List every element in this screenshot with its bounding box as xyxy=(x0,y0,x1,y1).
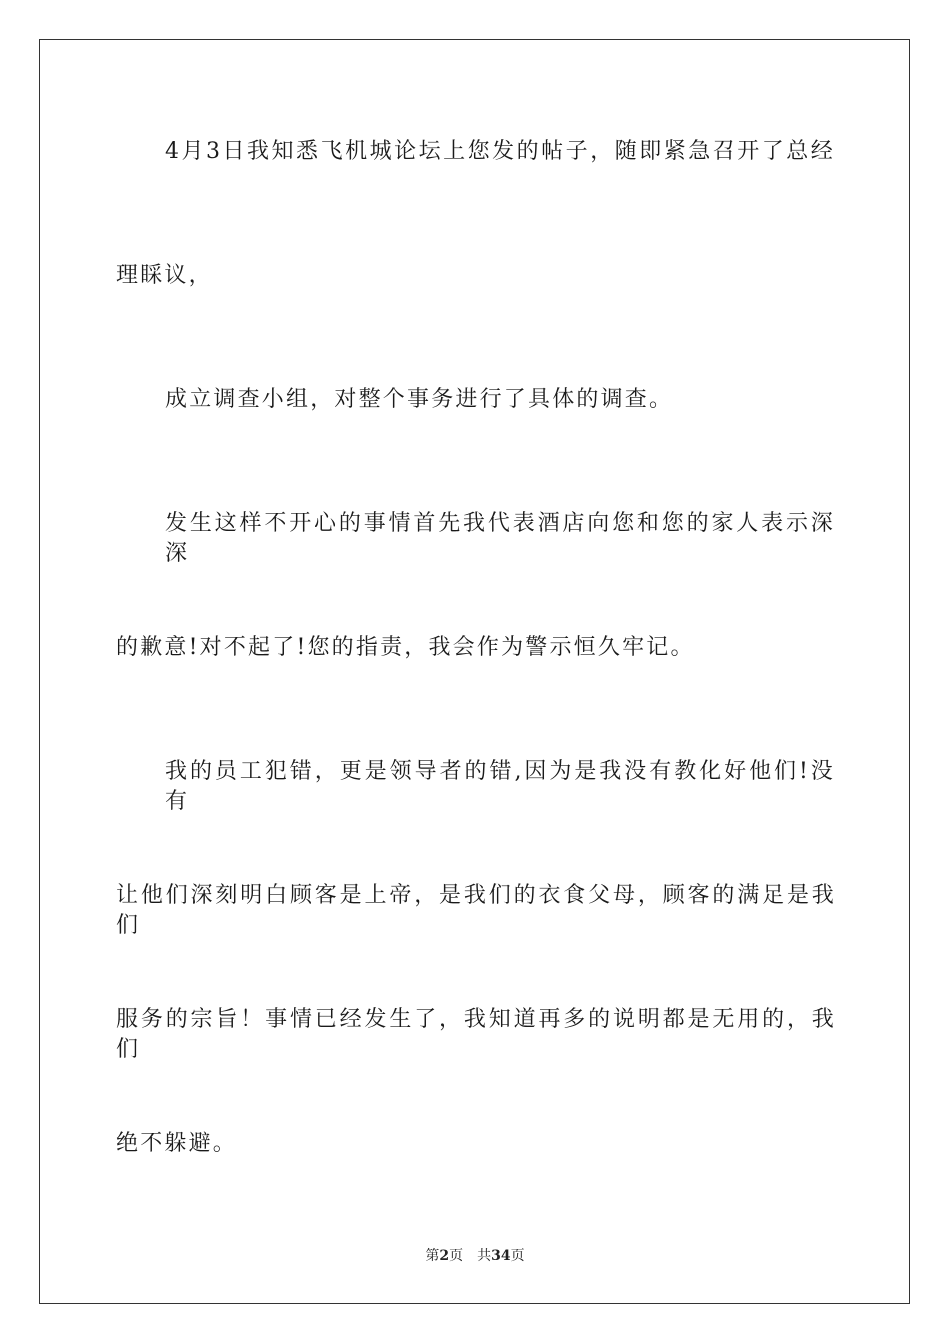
footer-total-pages: 34 xyxy=(491,1248,511,1264)
footer-page-prefix: 第 xyxy=(425,1248,440,1264)
paragraph-1-line-1: 4月3日我知悉飞机城论坛上您发的帖子，随即紧急召开了总经 xyxy=(165,139,835,164)
paragraph-4-line-1: 我的员工犯错，更是领导者的错,因为是我没有教化好他们!没有 xyxy=(165,759,835,814)
footer-page-number: 2 xyxy=(439,1248,450,1264)
footer-page-suffix: 页 xyxy=(449,1248,464,1264)
paragraph-4-line-3: 服务的宗旨！事情已经发生了，我知道再多的说明都是无用的，我们 xyxy=(116,1007,836,1062)
footer-total-suffix: 页 xyxy=(510,1248,525,1264)
paragraph-4-line-4: 绝不躲避。 xyxy=(116,1131,238,1156)
footer-total-prefix: 共 xyxy=(477,1248,492,1264)
paragraph-2-line-1: 成立调查小组，对整个事务进行了具体的调查。 xyxy=(165,387,674,412)
page-border xyxy=(39,39,910,1304)
paragraph-1-line-2: 理睬议， xyxy=(116,263,213,288)
paragraph-3-line-2: 的歉意!对不起了!您的指责，我会作为警示恒久牢记。 xyxy=(116,635,695,660)
page-footer xyxy=(0,1247,950,1265)
paragraph-3-line-1: 发生这样不开心的事情首先我代表酒店向您和您的家人表示深深 xyxy=(165,511,835,566)
paragraph-4-line-2: 让他们深刻明白顾客是上帝，是我们的衣食父母，顾客的满足是我们 xyxy=(116,883,836,938)
